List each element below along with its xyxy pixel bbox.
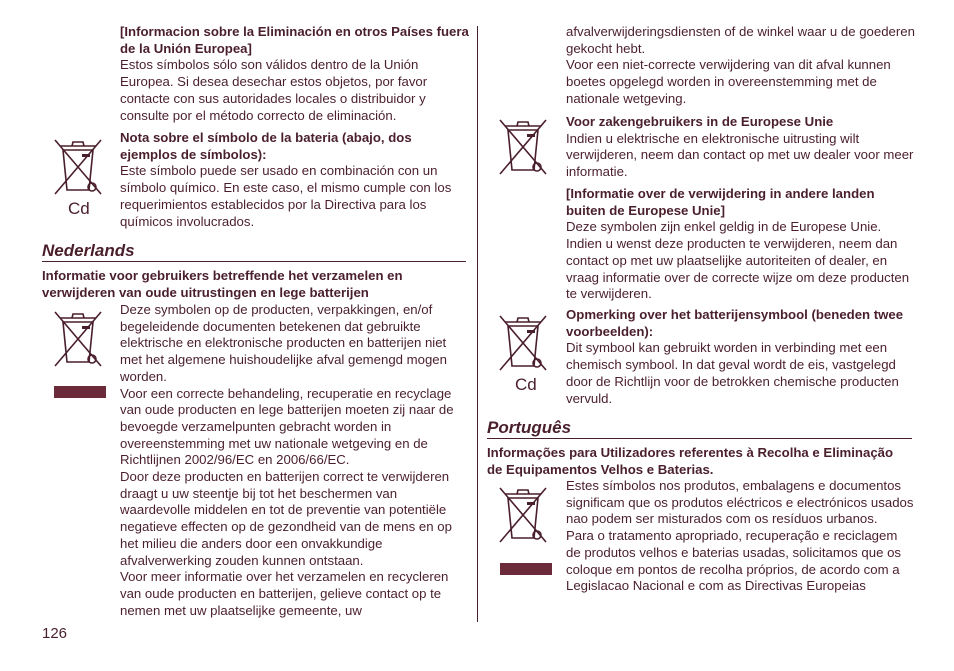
pt-heading-text: Informações para Utilizadores referentes à Recolha e Eliminação de Equipamentos Velhos e Baterias. <box>487 445 894 477</box>
crossed-out-bin-icon <box>52 136 104 198</box>
nl-outside-eu-body: Deze symbolen zijn enkel geldig in de Europese Unie. Indien u wenst deze producten te verwijderen, neem dan contact op met uw plaatselijke autoriteiten of dealer, en vraag informatie over de correcte wijze om deze producten te verwijderen. <box>566 219 910 302</box>
pt-body-block <box>566 478 915 595</box>
nl-continued-block <box>566 24 915 108</box>
es-outside-eu-heading: [Informacion sobre la Eliminación en otros Países fuera de la Unión Europea] <box>120 24 469 56</box>
nl-continued-text: afvalverwijderingsdiensten of de winkel waar u de goederen gekocht hebt. <box>566 24 915 56</box>
nl-paragraph-3: Door deze producten en batterijen correct te verwijderen draagt u uw steentje bij tot het beschermen van waardevolle middelen en tot de preventie van potentiële negatieve effecten op de gezondheid van de mens en op het milieu die anders door een onvakkundige afvalverwerking zouden kunnen ontstaan. <box>120 469 452 568</box>
es-battery-body: Este símbolo puede ser usado en combinación con un símbolo químico. En este caso, el mismo cumple con los requerimientos establecidos por la Directiva para los químicos involucrados. <box>120 163 452 229</box>
nl-battery-heading: Opmerking over het batterijensymbool (beneden twee voorbeelden): <box>566 307 904 339</box>
section-title-nederlands: Nederlands <box>42 243 466 262</box>
cd-chemical-label: Cd <box>68 199 90 218</box>
nl-battery-body: Dit symbool kan gebruikt worden in verbinding met een chemisch symbool. In dat geval wordt de eis, vastgelegd door de Richtlijn voor de betrokken chemische producten vervuld. <box>566 340 899 406</box>
crossed-out-bin-icon <box>497 312 549 374</box>
column-divider <box>477 26 478 622</box>
black-bar-symbol <box>500 563 552 575</box>
nl-business-heading: Voor zakengebruikers in de Europese Unie <box>566 114 834 129</box>
nl-heading-text: Informatie voor gebruikers betreffende het verzamelen en verwijderen van oude uitrustingen en lege batterijen <box>42 268 403 300</box>
es-battery-block <box>120 130 470 230</box>
crossed-out-bin-icon <box>497 484 549 546</box>
pt-info-heading <box>487 445 912 478</box>
cd-chemical-label: Cd <box>515 375 537 394</box>
nl-body-block <box>120 302 470 619</box>
es-outside-eu-body: Estos símbolos sólo son válidos dentro de la Unión Europea. Si desea desechar estos objetos, por favor contacte con sus autoridades locales o distribuidor y consulte por el método correcto de eliminación. <box>120 57 428 123</box>
nl-battery-block <box>566 307 915 407</box>
nl-paragraph-2: Voor een correcte behandeling, recuperatie en recyclage van oude producten en lege batterijen moeten zij naar de bevoegde verzamelpunten gebracht worden in overeenstemming met uw nationale wetgeving en de Richtlijnen 2002/96/EC en 2006/66/EC. <box>120 385 454 468</box>
nl-paragraph-5: Voor een niet-correcte verwijdering van dit afval kunnen boetes opgelegd worden in overeenstemming met de nationale wetgeving. <box>566 57 891 106</box>
crossed-out-bin-icon <box>52 308 104 370</box>
nl-info-heading <box>42 268 422 301</box>
nl-outside-eu-heading: [Informatie over de verwijdering in andere landen buiten de Europese Unie] <box>566 186 875 218</box>
page-number: 126 <box>42 625 68 642</box>
es-battery-heading: Nota sobre el símbolo de la bateria (abajo, dos ejemplos de símbolos): <box>120 130 412 162</box>
nl-business-block <box>566 114 915 181</box>
crossed-out-bin-icon <box>497 116 549 178</box>
nl-outside-eu-block <box>566 186 915 303</box>
nl-paragraph-1: Deze symbolen op de producten, verpakkingen, en/of begeleidende documenten betekenen dat gebruikte elektrische en elektronische producten en batterijen niet met het algemene huishoudelijke afval gemengd mogen worden. <box>120 302 447 384</box>
black-bar-symbol <box>54 386 106 398</box>
pt-paragraph-2: Para o tratamento apropriado, recuperação e reciclagem de produtos velhos e baterias usadas, solicitamos que os coloque em pontos de recolha próprios, de acordo com a Legislacao Nacional e com as Directivas Europeias <box>566 528 902 594</box>
nl-business-body: Indien u elektrische en elektronische uitrusting wilt verwijderen, neem dan contact op met uw dealer voor meer informatie. <box>566 130 914 180</box>
nl-paragraph-4: Voor meer informatie over het verzamelen en recycleren van oude producten en batterijen, gelieve contact op te nemen met uw plaatselijke gemeente, uw <box>120 569 449 618</box>
es-outside-eu-block <box>120 24 470 124</box>
pt-paragraph-1: Estes símbolos nos produtos, embalagens e documentos significam que os produtos eléctricos e electrónicos usados nao podem ser misturados com os resíduos urbanos. <box>566 478 914 527</box>
section-title-portugues: Português <box>487 420 912 439</box>
